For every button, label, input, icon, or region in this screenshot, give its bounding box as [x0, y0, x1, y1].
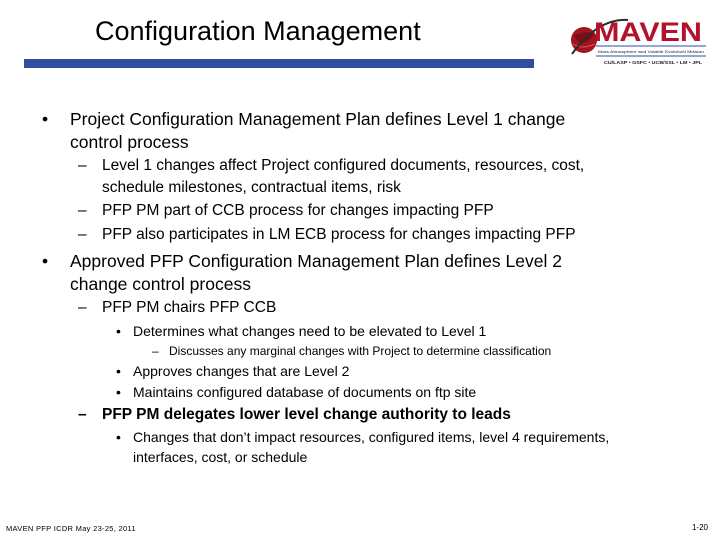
sub-1-1-line2: schedule milestones, contractual items, risk [102, 179, 401, 196]
bullet-2-text-line2: change control process [70, 274, 251, 294]
sub-1-2-line1: PFP PM part of CCB process for changes impacting PFP [102, 202, 494, 219]
page-number: 1-20 [691, 523, 708, 532]
item-2-2-1-line2: interfaces, cost, or schedule [133, 449, 308, 465]
maven-logo [568, 10, 708, 72]
item-2-1-1: Determines what changes need to be elevated to Level 1 [133, 323, 487, 339]
item-2-2-1-line1: Changes that don’t impact resources, configured items, level 4 requirements, [133, 429, 610, 445]
logo-subtitle: Mars Atmosphere and Volatile EvolutioN Mission [598, 49, 704, 54]
footer-event: MAVEN PFP ICDR May 23-25, 2011 [6, 524, 136, 533]
bullet-marker: • [116, 384, 121, 400]
dash-marker: – [78, 406, 87, 423]
logo-wordmark: MAVEN [594, 17, 702, 47]
dash-marker: – [78, 226, 87, 243]
bullet-marker: • [42, 251, 49, 271]
item-2-1-4: Maintains configured database of documents on ftp site [133, 384, 477, 400]
bullet-1-text-line2: control process [70, 132, 189, 152]
item-2-1-2: Discusses any marginal changes with Project to determine classification [169, 344, 552, 358]
bullet-marker: • [116, 429, 121, 445]
sub-2-1-line1: PFP PM chairs PFP CCB [102, 299, 277, 316]
dash-marker: – [78, 202, 87, 219]
logo-partners: CU/LASP • GSFC • UCB/SSL • LM • JPL [604, 60, 703, 65]
bullet-marker: • [42, 109, 49, 129]
sub-1-3-line1: PFP also participates in LM ECB process for changes impacting PFP [102, 226, 576, 243]
dash-marker: – [78, 157, 87, 174]
bullet-2-text-line1: Approved PFP Configuration Management Plan defines Level 2 [70, 251, 562, 271]
page-title: Configuration Management [95, 16, 421, 46]
bullet-1-text-line1: Project Configuration Management Plan defines Level 1 change [70, 109, 566, 129]
dash-marker: – [152, 344, 159, 358]
bullet-marker: • [116, 323, 121, 339]
sub-2-2-line1: PFP PM delegates lower level change authority to leads [102, 406, 511, 423]
dash-marker: – [78, 299, 87, 316]
sub-1-1-line1: Level 1 changes affect Project configured documents, resources, cost, [102, 157, 585, 174]
bullet-marker: • [116, 363, 121, 379]
item-2-1-3: Approves changes that are Level 2 [133, 363, 350, 379]
title-underline-bar [24, 59, 534, 68]
